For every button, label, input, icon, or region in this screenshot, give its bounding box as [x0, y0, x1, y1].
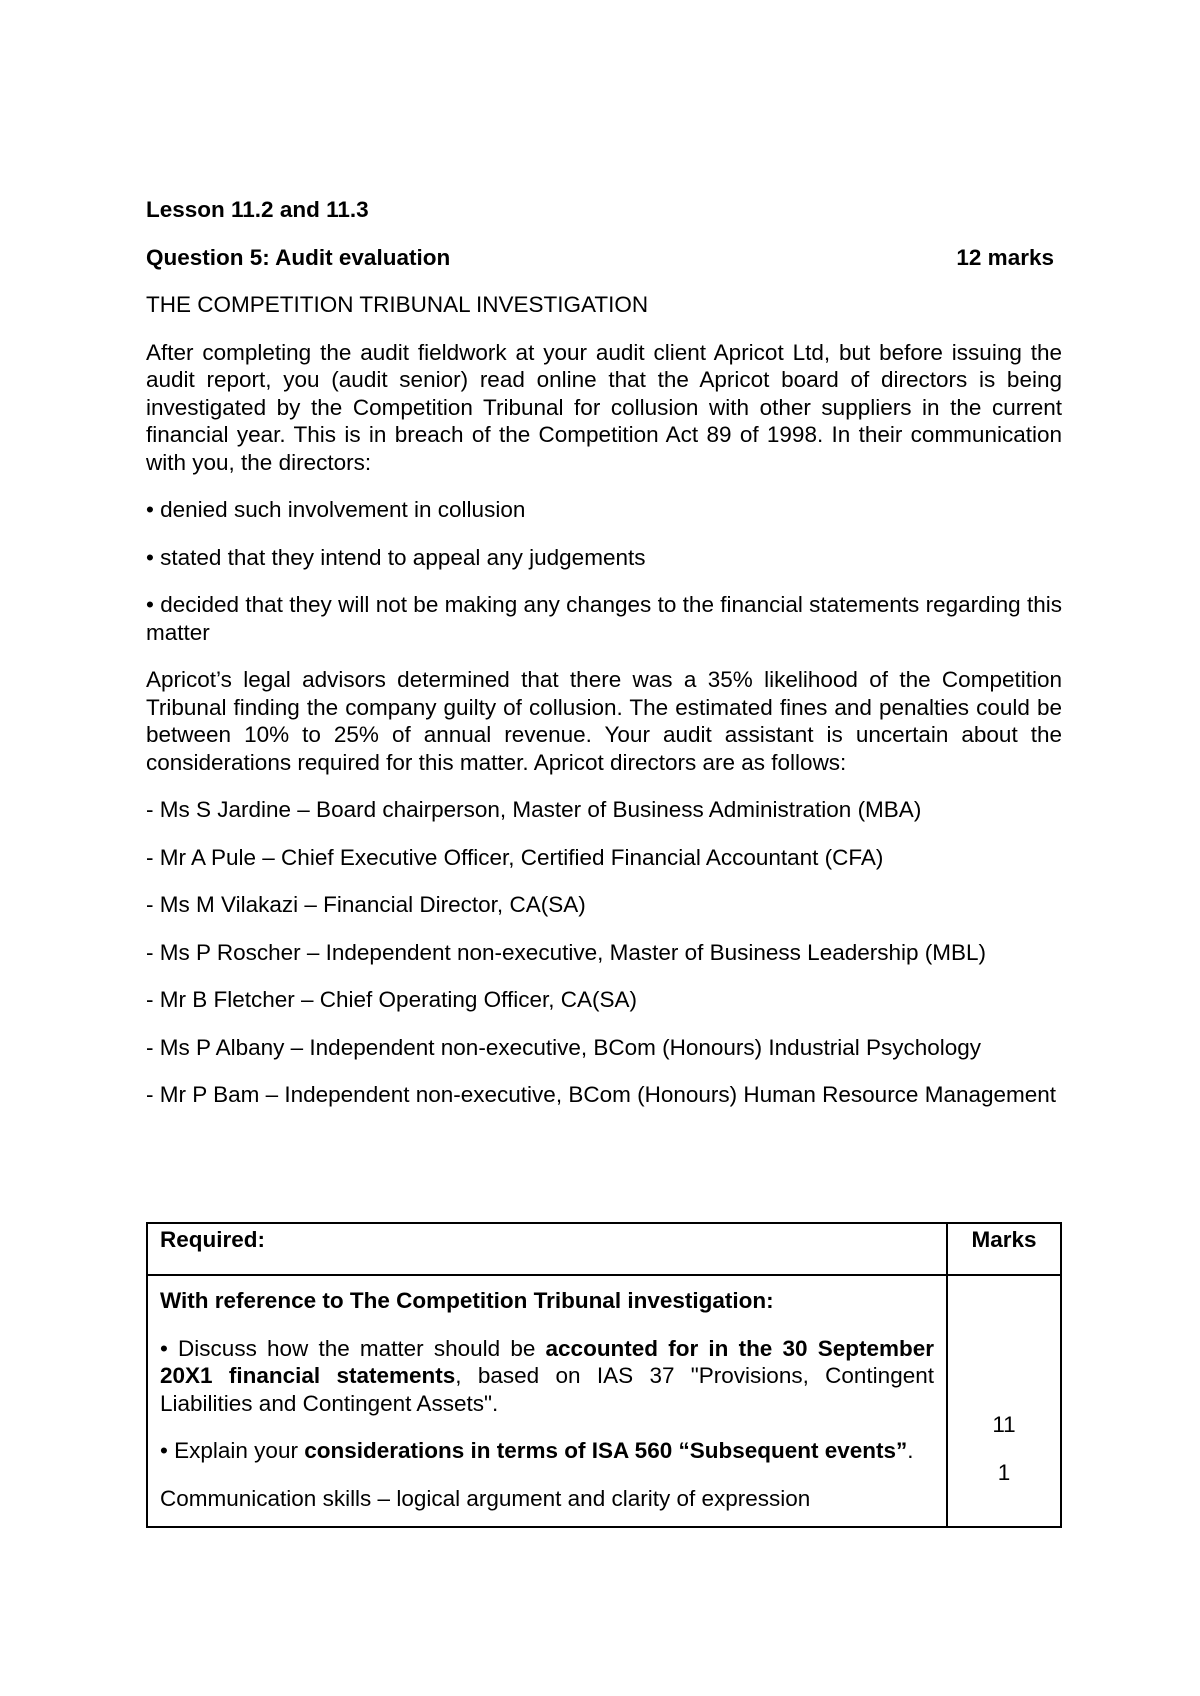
question-marks: 12 marks: [956, 244, 1054, 270]
bullet-item: • denied such involvement in collusion: [146, 497, 526, 522]
section-heading: THE COMPETITION TRIBUNAL INVESTIGATION: [146, 292, 649, 317]
bullet-item: • stated that they intend to appeal any judgements: [146, 544, 646, 570]
table-body-row: [147, 1275, 1061, 1527]
question-title: Question 5: Audit evaluation: [146, 244, 451, 270]
lesson-title: Lesson 11.2 and 11.3: [146, 197, 369, 222]
director-item: - Mr P Bam – Independent non-executive, BCom (Honours) Human Resource Management: [146, 1082, 1057, 1107]
marks-value: 1: [997, 1459, 1011, 1485]
requirements-cell: [147, 1275, 947, 1527]
director-item: - Ms M Vilakazi – Financial Director, CA(SA): [146, 892, 586, 917]
table-header-row: [147, 1223, 1061, 1275]
director-item: - Ms P Roscher – Independent non-executive, Master of Business Leadership (MBL): [146, 939, 987, 965]
director-item: - Ms S Jardine – Board chairperson, Master of Business Administration (MBA): [146, 797, 922, 822]
requirement-item-2: • Explain your considerations in terms of ISA 560 “Subsequent events”.: [160, 1438, 914, 1463]
director-item: - Ms P Albany – Independent non-executive, BCom (Honours) Industrial Psychology: [146, 1034, 982, 1060]
marks-value: 11: [992, 1412, 1016, 1437]
legal-paragraph: Apricot’s legal advisors determined that there was a 35% likelihood of the Competition Tribunal finding the company guilty of collusion. The estimated fines and penalties could be between 10% to 25% of annual revenue. Your audit assistant is uncertain about the considerations required for this matter. Apricot directors are as follows:: [146, 667, 1062, 775]
requirement-item-1: • Discuss how the matter should be accounted for in the 30 September 20X1 financial statements, based on IAS 37 "Provisions, Contingent Liabilities and Contingent Assets".: [160, 1335, 934, 1416]
question-content: [146, 196, 1062, 1109]
intro-paragraph: After completing the audit fieldwork at your audit client Apricot Ltd, but before issuing the audit report, you (audit senior) read online that the Apricot board of directors is being investigated by the Competition Tribunal for collusion with other suppliers in the current financial year. This is in breach of the Competition Act 89 of 1998. In their communication with you, the directors:: [146, 339, 1062, 475]
required-header: Required:: [147, 1223, 947, 1275]
director-item: - Mr A Pule – Chief Executive Officer, Certified Financial Accountant (CFA): [146, 844, 884, 870]
director-item: - Mr B Fletcher – Chief Operating Officer, CA(SA): [146, 987, 637, 1012]
marks-cell: [947, 1275, 1061, 1527]
bullet-item: • decided that they will not be making any changes to the financial statements regarding this matter: [146, 592, 1062, 645]
reference-line: With reference to The Competition Tribunal investigation:: [160, 1288, 774, 1313]
question-header: [146, 244, 1054, 272]
communication-line: Communication skills – logical argument and clarity of expression: [160, 1485, 811, 1511]
marks-header: Marks: [947, 1223, 1061, 1275]
required-table: [146, 1222, 1062, 1528]
